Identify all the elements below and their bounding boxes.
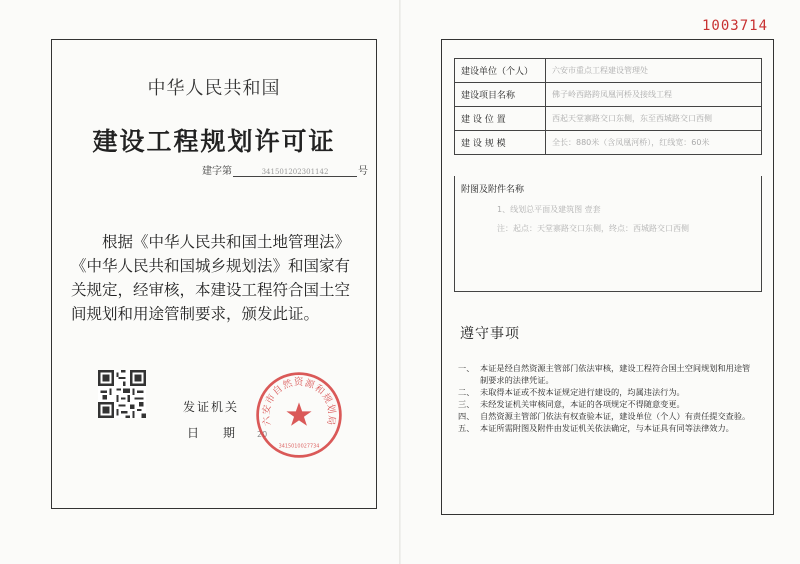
permit-number-suffix: 号 [358, 166, 368, 177]
table-cell-value: 佛子岭西路跨凤凰河桥及接线工程 [546, 83, 762, 107]
table-cell-label: 建 设 位 置 [455, 107, 546, 131]
issuing-authority-label: 发证机关 [183, 400, 240, 414]
list-item [458, 422, 758, 434]
list-item-text: 未取得本证或不按本证规定进行建设的，均属违法行为。 [480, 387, 685, 397]
list-item [458, 386, 758, 398]
table-cell-value: 全长：880米（含凤凰河桥），红线宽：60米 [546, 131, 762, 155]
list-item-number: 五、 [458, 423, 475, 433]
list-item [458, 410, 758, 422]
list-item [458, 398, 758, 410]
qr-code-icon [98, 370, 146, 418]
attachments-label: 附图及附件名称 [461, 185, 525, 195]
list-item-number: 四、 [458, 411, 475, 421]
table-row [455, 83, 762, 107]
permit-number-prefix: 建字第 [202, 166, 232, 177]
issue-date-label: 日 期 [187, 426, 236, 440]
table-cell-label: 建 设 规 模 [455, 131, 546, 155]
table-cell-value: 六安市重点工程建设管理处 [546, 59, 762, 83]
seal-text: 六安市自然资源和规划局 [260, 377, 338, 427]
list-item-number: 一、 [458, 363, 475, 373]
list-item-number: 三、 [458, 399, 475, 409]
attachment-note: 注：起点：天堂寨路交口东侧，终点：西城路交口西侧 [497, 224, 689, 233]
official-seal-icon [254, 370, 344, 460]
serial-number: 1003714 [702, 18, 769, 34]
observe-list [458, 362, 758, 434]
attachment-item: 1、线划总平面及建筑图 壹套 [497, 205, 601, 214]
country-title: 中华人民共和国 [147, 78, 281, 99]
page-fold [399, 0, 401, 564]
table-row [455, 131, 762, 155]
permit-details-panel [441, 39, 774, 515]
list-item-text: 自然资源主管部门依法有权查验本证，建设单位（个人）有责任提交查验。 [480, 411, 751, 421]
table-row [455, 59, 762, 83]
project-info-table [454, 58, 762, 155]
permit-body-text: 根据《中华人民共和国土地管理法》《中华人民共和国城乡规划法》和国家有关规定，经审核，本建设工程符合国土空间规划和用途管制要求，颁发此证。 [71, 233, 351, 323]
permit-cover-panel [51, 39, 377, 509]
list-item-number: 二、 [458, 387, 475, 397]
observe-title: 遵守事项 [460, 326, 520, 342]
list-item-text: 本证是经自然资源主管部门依法审核，建设工程符合国土空间规划和用途管制要求的法律凭证。 [480, 363, 751, 385]
permit-number [202, 162, 368, 177]
list-item [458, 362, 758, 386]
attachments-box [454, 176, 762, 292]
issue-date-value: 20 [257, 430, 268, 439]
seal-code: 3415010027734 [278, 443, 320, 450]
permit-number-value: 341501202301142 [233, 168, 357, 177]
table-cell-label: 建设单位（个人） [455, 59, 546, 83]
table-cell-value: 西起天堂寨路交口东侧，东至西城路交口西侧 [546, 107, 762, 131]
table-cell-label: 建设项目名称 [455, 83, 546, 107]
list-item-text: 未经发证机关审核同意，本证的各项规定不得随意变更。 [480, 399, 685, 409]
table-row [455, 107, 762, 131]
list-item-text: 本证所需附图及附件由发证机关依法确定，与本证具有同等法律效力。 [480, 423, 734, 433]
permit-title: 建设工程规划许可证 [92, 127, 336, 156]
